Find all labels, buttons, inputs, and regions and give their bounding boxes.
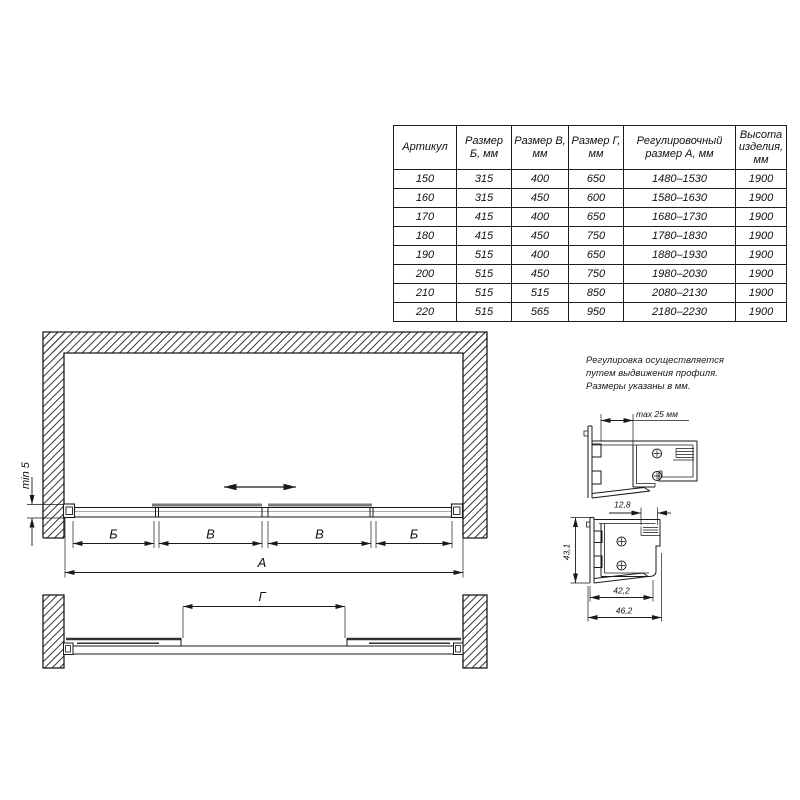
- screw-icon: [617, 537, 626, 546]
- table-row: [394, 265, 787, 284]
- table-cell: 950: [569, 303, 624, 322]
- table-cell: 1880–1930: [624, 246, 736, 265]
- col-header-size-g: Размер Г, мм: [569, 126, 624, 170]
- table-cell: 1780–1830: [624, 227, 736, 246]
- wall-right-open: [463, 595, 487, 668]
- table-cell: 600: [569, 189, 624, 208]
- wall-right: [463, 332, 487, 538]
- table-cell: 850: [569, 284, 624, 303]
- table-row: [394, 227, 787, 246]
- table-cell: 1900: [736, 303, 787, 322]
- adjustment-note: [586, 354, 724, 393]
- table-cell: 515: [512, 284, 569, 303]
- table-cell: 2180–2230: [624, 303, 736, 322]
- dim-v-right-label: В: [315, 526, 324, 542]
- table-cell: 315: [457, 170, 512, 189]
- table-cell: 750: [569, 227, 624, 246]
- panel-dimensions: [73, 521, 452, 548]
- screw-icon: [653, 449, 662, 458]
- table-cell: 315: [457, 189, 512, 208]
- wall-left-open: [43, 595, 64, 668]
- table-cell: 1900: [736, 227, 787, 246]
- dim-v-left-label: В: [206, 526, 215, 542]
- dim-42-2-label: 42,2: [613, 585, 630, 596]
- table-cell: 650: [569, 246, 624, 265]
- table-cell: 450: [512, 265, 569, 284]
- dimension-g: [183, 589, 345, 638]
- table-cell: 160: [394, 189, 457, 208]
- table-cell: 1900: [736, 170, 787, 189]
- dimension-12-8: [609, 500, 671, 526]
- table-cell: 400: [512, 170, 569, 189]
- table-cell: 515: [457, 265, 512, 284]
- note-line: путем выдвижения профиля.: [586, 368, 718, 379]
- spec-table: [393, 125, 787, 322]
- table-cell: 1900: [736, 208, 787, 227]
- table-cell: 1980–2030: [624, 265, 736, 284]
- table-cell: 2080–2130: [624, 284, 736, 303]
- dimension-max-extension: [601, 409, 689, 445]
- table-cell: 150: [394, 170, 457, 189]
- dim-12-8-label: 12,8: [614, 499, 631, 510]
- table-cell: 220: [394, 303, 457, 322]
- door-track: [64, 504, 464, 518]
- table-cell: 210: [394, 284, 457, 303]
- table-header-row: [394, 126, 787, 170]
- col-header-height: Высота изделия, мм: [736, 126, 787, 170]
- table-cell: 415: [457, 208, 512, 227]
- table-row: [394, 208, 787, 227]
- dim-b-right-label: Б: [409, 526, 419, 542]
- col-header-adjust-a: Регулировочный размер А, мм: [624, 126, 736, 170]
- note-line: Регулировка осуществляется: [586, 355, 724, 366]
- table-cell: 200: [394, 265, 457, 284]
- col-header-size-v: Размер В, мм: [512, 126, 569, 170]
- table-cell: 1900: [736, 189, 787, 208]
- col-header-article: Артикул: [394, 126, 457, 170]
- dimension-a: [65, 518, 463, 578]
- table-cell: 1480–1530: [624, 170, 736, 189]
- table-cell: 1680–1730: [624, 208, 736, 227]
- table-cell: 515: [457, 246, 512, 265]
- wall-left: [43, 332, 64, 538]
- dimension-43-1: [562, 518, 591, 584]
- table-cell: 1900: [736, 284, 787, 303]
- plan-view-closed: [20, 332, 487, 578]
- max-extension-label: max 25 мм: [636, 409, 678, 419]
- dim-b-left-label: Б: [109, 526, 118, 542]
- min-gap-label: min 5: [20, 462, 32, 489]
- table-cell: 170: [394, 208, 457, 227]
- table-cell: 650: [569, 170, 624, 189]
- table-cell: 1900: [736, 265, 787, 284]
- col-header-size-b: Размер Б, мм: [457, 126, 512, 170]
- table-row: [394, 246, 787, 265]
- table-cell: 515: [457, 284, 512, 303]
- table-cell: 650: [569, 208, 624, 227]
- table-cell: 190: [394, 246, 457, 265]
- wall-top: [43, 332, 487, 353]
- table-cell: 450: [512, 189, 569, 208]
- table-cell: 1900: [736, 246, 787, 265]
- table-row: [394, 284, 787, 303]
- table-row: [394, 189, 787, 208]
- table-cell: 1580–1630: [624, 189, 736, 208]
- table-cell: 450: [512, 227, 569, 246]
- table-cell: 750: [569, 265, 624, 284]
- dim-a-label: А: [257, 555, 267, 570]
- dim-46-2-label: 46,2: [615, 605, 633, 616]
- table-cell: 400: [512, 246, 569, 265]
- table-row: [394, 170, 787, 189]
- screw-icon: [617, 561, 626, 570]
- profile-extended: [584, 409, 697, 498]
- dim-g-label: Г: [258, 589, 266, 604]
- dimension-42-2: [590, 580, 653, 602]
- stacked-doors: [66, 638, 461, 646]
- wall-bracket-right-open: [454, 643, 464, 655]
- dim-43-1-label: 43,1: [561, 543, 572, 561]
- profile-retracted: [562, 500, 672, 622]
- table-row: [394, 303, 787, 322]
- note-line: Размеры указаны в мм.: [586, 381, 691, 392]
- table-cell: 515: [457, 303, 512, 322]
- table-cell: 180: [394, 227, 457, 246]
- plan-view-open: [43, 589, 487, 668]
- table-cell: 415: [457, 227, 512, 246]
- screw-icon: [653, 472, 662, 481]
- table-cell: 400: [512, 208, 569, 227]
- table-cell: 565: [512, 303, 569, 322]
- wall-bracket-left-open: [64, 643, 74, 655]
